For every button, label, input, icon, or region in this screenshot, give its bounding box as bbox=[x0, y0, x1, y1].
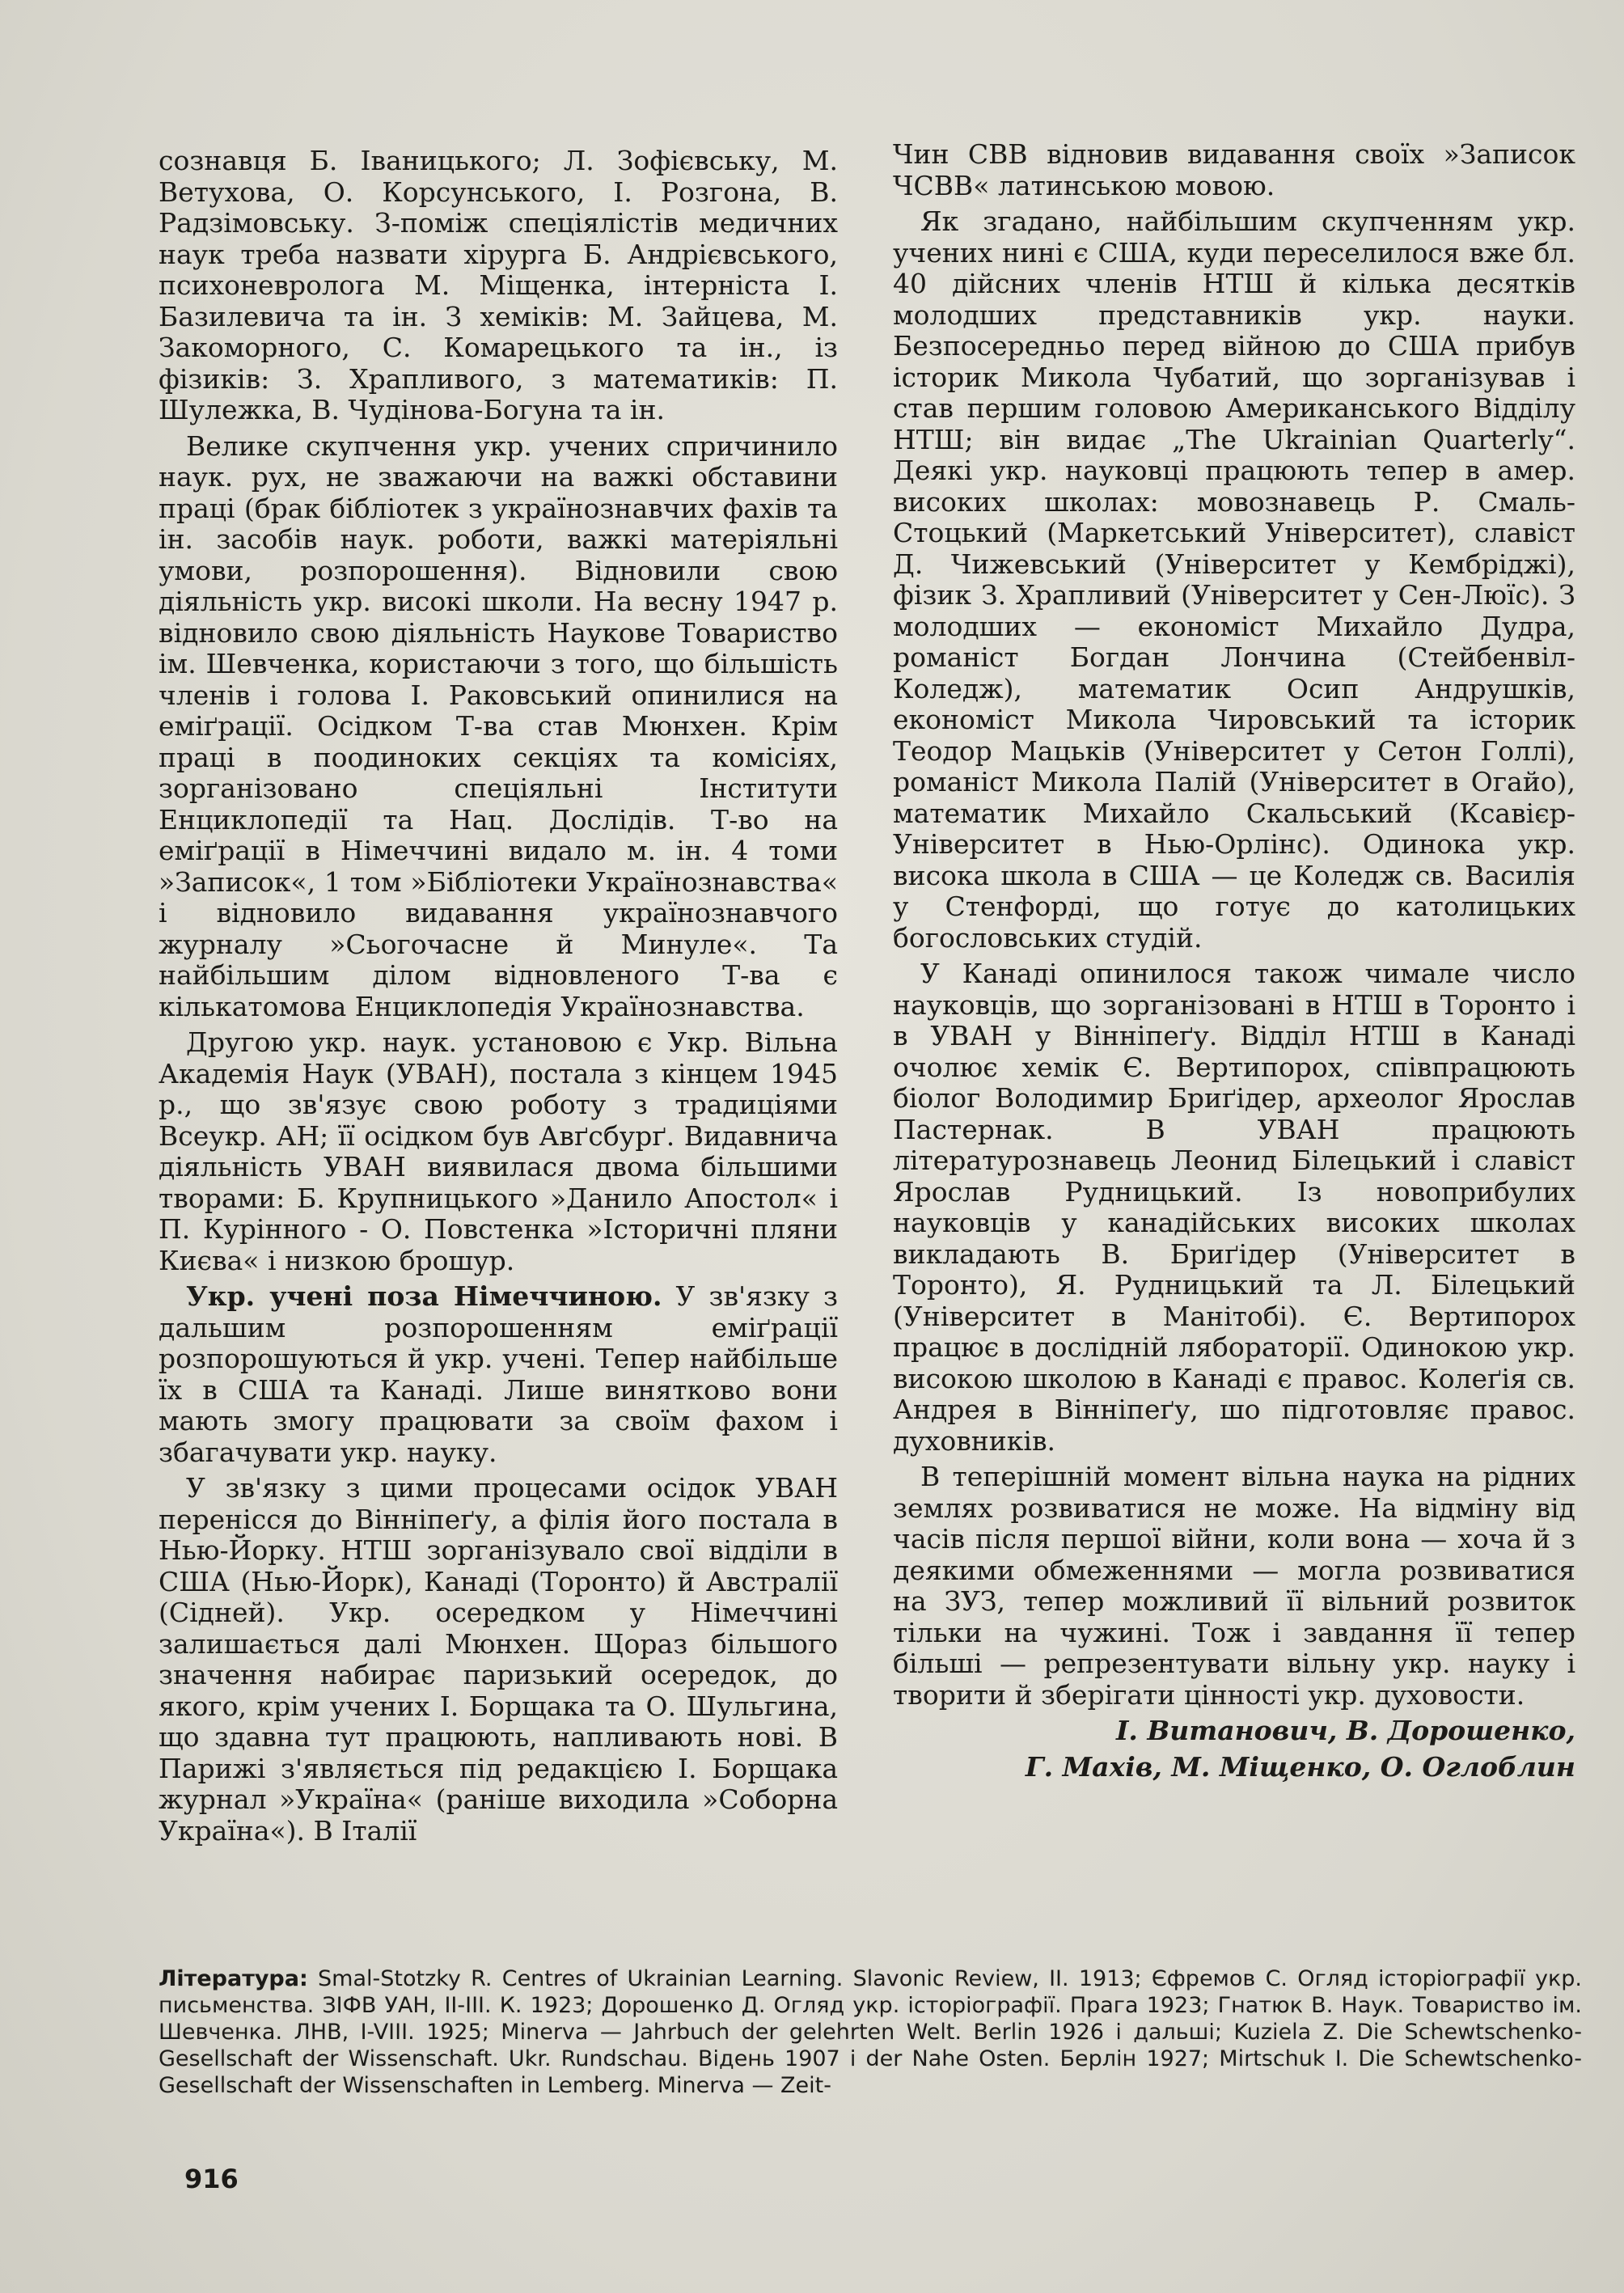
left-column bbox=[159, 146, 838, 1851]
literature-label: Література: bbox=[159, 1966, 308, 1991]
page-number: 916 bbox=[184, 2164, 239, 2194]
paragraph: В теперішній момент вільна наука на рідних землях розвиватися не може. На відміну від часів після першої війни, коли вона — хоча й з деякими обмеженнями — могла розвиватися на ЗУЗ, тепер можливий її вільний розвиток тільки на чужині. Тож і завдання її тепер більші — репрезентувати вільну укр. науку і творити й зберігати цінності укр. духовости. bbox=[893, 1461, 1575, 1711]
author-signature: І. Витанович, В. Дорошенко, bbox=[1115, 1715, 1575, 1746]
paragraph: сознавця Б. Іваницького; Л. Зофієвську, М. Ветухова, О. Корсунського, І. Розгона, В. Радзімовську. З-поміж спеціялістів медичних наук треба назвати хірурга Б. Андрієвського, психоневролога М. Міщенка, інтерніста І. Базилевича та ін. З хеміків: М. Зайцева, М. Закоморного, С. Комарецького та ін., із фізиків: З. Храпливого, з математиків: П. Шулежка, В. Чудінова-Богуна та ін. bbox=[159, 145, 838, 425]
paragraph bbox=[159, 1281, 838, 1468]
paragraph: Велике скупчення укр. учених спричинило наук. рух, не зважаючи на важкі обставини праці (брак бібліотек з українознавчих фахів та ін. засобів наук. роботи, важкі матеріяльні умови, розпорошення). Відновили свою діяльність укр. високі школи. На весну 1947 р. відновило свою діяльність Наукове Товариство ім. Шевченка, користаючи з того, що більшість членів і голова І. Раковський опинилися на еміґрації. Осідком Т-ва став Мюнхен. Крім праці в поодиноких секціях та комісіях, зорганізовано спеціяльні Інститути Енциклопедії та Нац. Дослідів. Т-во на еміґрації в Німеччині видало м. ін. 4 томи »Записок«, 1 том »Бібліотеки Українознавства« і відновило видавання українознавчого журналу »Сьогочасне й Минуле«. Та найбільшим ділом відновленого Т-ва є кількатомова Енциклопедія Українознавства. bbox=[159, 429, 838, 1022]
right-column bbox=[893, 139, 1575, 1787]
paragraph: У зв'язку з цими процесами осідок УВАН перенісся до Вінніпеґу, а філія його постала в Нью-Йорку. НТШ зорганізувало свої відділи в США (Нью-Йорк), Канаді (Торонто) й Австралії (Сідней). Укр. осередком у Німеччині залишається далі Мюнхен. Щораз більшого значення набирає паризький осередок, до якого, крім учених І. Борщака та О. Шульгина, що здавна тут працюють, напливають нові. В Парижі з'являється під редакцією І. Борщака журнал »Україна« (раніше виходила »Соборна Україна«). В Італії bbox=[159, 1472, 838, 1847]
paragraph-text: У зв'язку з дальшим розпорошенням еміґрації розпорошуються й укр. учені. Тепер найбільше їх в США та Канаді. Лише винятково вони мають змогу працювати за своїм фахом і збагачувати укр. науку. bbox=[159, 1280, 838, 1468]
literature-text: Smal-Stotzky R. Centres of Ukrainian Learning. Slavonic Review, II. 1913; Єфремов С. Огляд історіографії укр. письменства. ЗІФВ УАН, II-III. К. 1923; Дорошенко Д. Огляд укр. історіографії. Прага 1923; Гнатюк В. Наук. Товариство ім. Шевченка. ЛНВ, I-VIII. 1925; Minerva — Jahrbuch der gelehrten Welt. Berlin 1926 і дальші; Kuziela Z. Die Schewtschenko-Gesellschaft der Wissenschaft. Ukr. Rundschau. Відень 1907 і der Nahe Osten. Берлін 1927; Mirtschuk I. Die Schewtschenko-Gesellschaft der Wissenschaften in Lemberg. Minerva — Zeit- bbox=[159, 1966, 1582, 2098]
literature-section bbox=[159, 1965, 1582, 2099]
paragraph: Чин СВВ відновив видавання своїх »Записок ЧСВВ« латинською мовою. bbox=[893, 138, 1575, 201]
paragraph: У Канаді опинилося також чимале число науковців, що зорганізовані в НТШ в Торонто і в УВАН у Вінніпеґу. Відділ НТШ в Канаді очолює хемік Є. Вертипорох, співпрацюють біолог Володимир Бриґідер, археолог Ярослав Пастернак. В УВАН працюють літературознавець Леонид Білецький і славіст Ярослав Рудницький. Із новоприбулих науковців у канадійських високих школах викладають В. Бриґідер (Університет в Торонто), Я. Рудницький та Л. Білецький (Університет в Манітобі). Є. Вертипорох працює в дослідній лябораторії. Одинокою укр. високою школою в Канаді є правос. Колеґія св. Андрея в Вінніпеґу, шо підготовляє правос. духовників. bbox=[893, 958, 1575, 1457]
section-heading: Укр. учені поза Німеччиною. bbox=[186, 1280, 662, 1312]
paragraph: Як згадано, найбільшим скупченням укр. учених нині є США, куди переселилося вже бл. 40 дійсних членів НТШ й кілька десятків молодших представників укр. науки. Безпосередньо перед війною до США прибув історик Микола Чубатий, що зорганізував і став першим головою Американського Відділу НТШ; він видає „The Ukrainian Quarterly“. Деякі укр. науковці працюють тепер в амер. високих школах: мовознавець Р. Смаль-Стоцький (Маркетський Університет), славіст Д. Чижевський (Університет у Кембріджі), фізик З. Храпливий (Університет у Сен-Люїс). З молодших — економіст Михайло Дудра, романіст Богдан Лончина (Стейбенвіл-Коледж), математик Осип Андрушків, економіст Микола Чировський та історик Теодор Мацьків (Університет у Сетон Голлі), романіст Микола Палій (Університет в Огайо), математик Михайло Скальський (Ксавієр-Університет в Нью-Орлінс). Одинока укр. висока школа в США — це Коледж св. Василія у Стенфорді, що готує до католицьких богословських студій. bbox=[893, 205, 1575, 954]
author-signature: Г. Махів, М. Міщенко, О. Оглоблин bbox=[1025, 1750, 1575, 1783]
paragraph: Другою укр. наук. установою є Укр. Вільна Академія Наук (УВАН), постала з кінцем 1945 р., що зв'язує свою роботу з традиціями Всеукр. АН; її осідком був Авґсбурґ. Видавнича діяльність УВАН виявилася двома більшими творами: Б. Крупницького »Данило Апостол« і П. Курінного - О. Повстенка »Історичні пляни Києва« і низкою брошур. bbox=[159, 1026, 838, 1276]
